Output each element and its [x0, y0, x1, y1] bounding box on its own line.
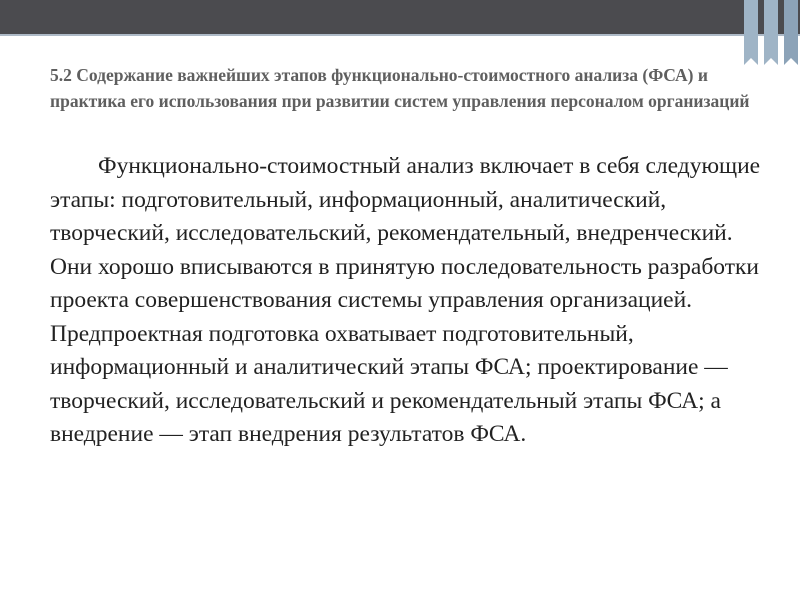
- ribbon-decoration: [764, 0, 778, 58]
- ribbon-decoration: [784, 0, 798, 58]
- slide-title: 5.2 Содержание важнейших этапов функционально-стоимостного анализа (ФСА) и практика его использования при развитии систем управления персоналом организаций: [50, 65, 750, 111]
- slide-body-text: Функционально-стоимостный анализ включает в себя следующие этапы: подготовительный, информационный, аналитический, творческий, исследовательский, рекомендательный, внедренческий. Они хорошо вписываются в принятую последовательность разработки проекта совершенствования системы управления организацией. Предпроектная подготовка охватывает подготовительный, информационный и аналитический этапы ФСА; проектирование — творческий, исследовательский и рекомендательный этапы ФСА; а внедрение — этап внедрения результатов ФСА.: [50, 153, 761, 447]
- accent-line: [0, 34, 800, 36]
- ribbon-decoration: [744, 0, 758, 58]
- top-bar: [0, 0, 800, 34]
